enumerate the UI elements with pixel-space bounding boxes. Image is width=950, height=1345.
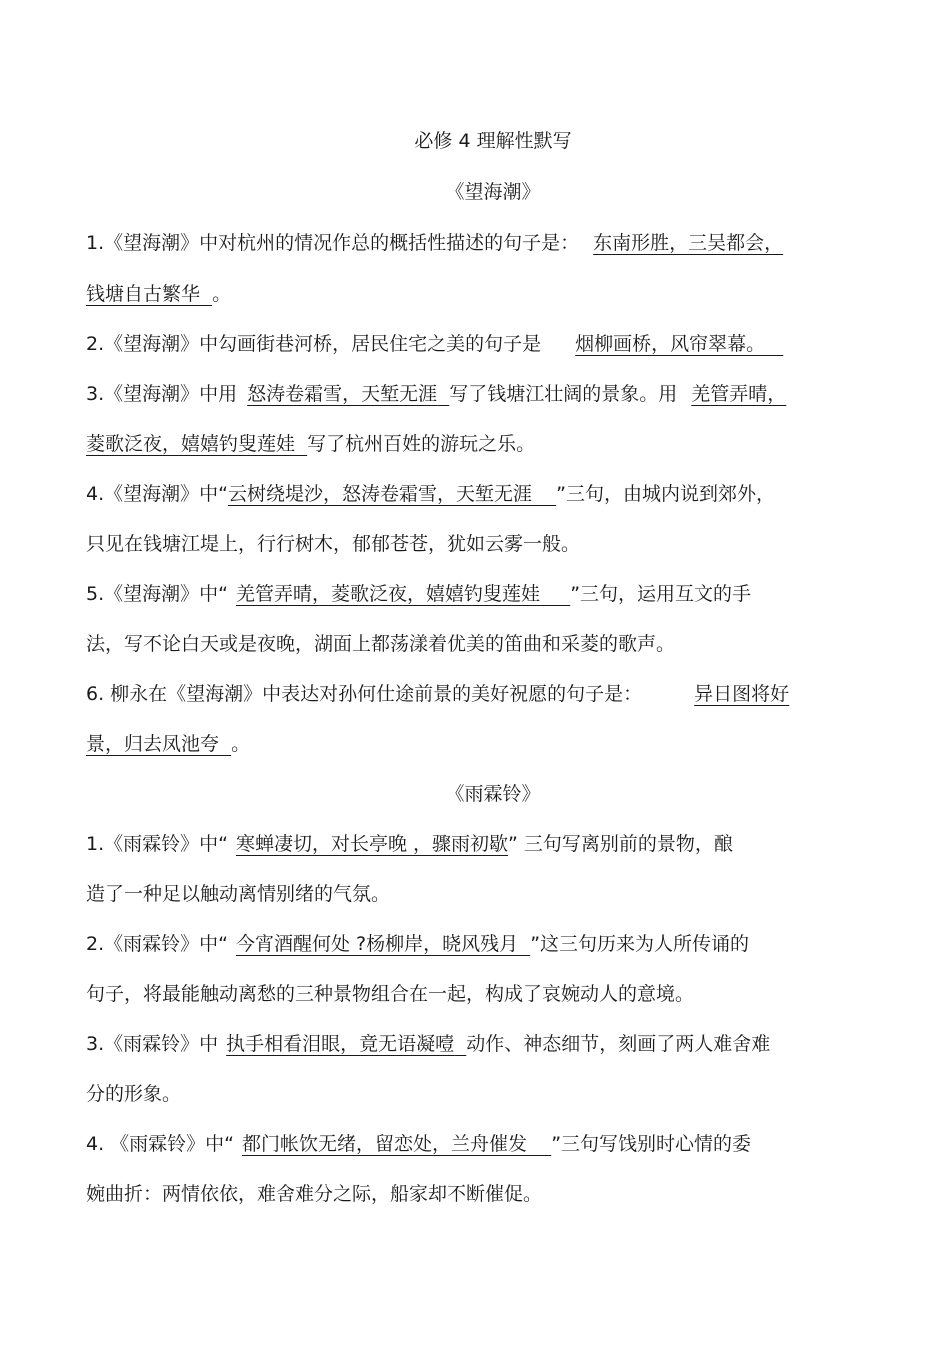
page-title: 必修 4 理解性默写 [414,130,572,152]
answer-blank: 寒蝉凄切，对长亭晚 ，骤雨初歇 [235,833,509,855]
section-heading-yulinling: 《雨霖铃》 [445,783,541,805]
answer-blank: 羌管弄晴， [691,383,787,405]
question-1-line-2: 钱塘自古繁华 。 [86,283,232,305]
question-3-line-2: 菱歌泛夜，嬉嬉钓叟莲娃 写了杭州百姓的游玩之乐。 [86,433,536,455]
question-3-line-1: 3.《望海潮》中用 怒涛卷霜雪，天堑无涯 写了钱塘江壮阔的景象。用 羌管弄晴， [86,383,787,405]
yulinling-question-4-line-2: 婉曲折：两情依依，难舍难分之际，船家却不断催促。 [86,1183,543,1205]
yulinling-question-4-line-1: 4. 《雨霖铃》中“ 都门帐饮无绪，留恋处，兰舟催发 ”三句写饯别时心情的委 [86,1133,752,1155]
answer-blank: 云树绕堤沙，怒涛卷霜雪，天堑无涯 [227,483,532,505]
answer-blank: 钱塘自古繁华 [86,283,201,305]
answer-blank: 异日图将好 [694,683,790,705]
answer-blank: 烟柳画桥，风帘翠幕。 [575,333,766,355]
answer-blank: 羌管弄晴，菱歌泛夜，嬉嬉钓叟莲娃 [235,583,540,605]
yulinling-question-2-line-2: 句子，将最能触动离愁的三种景物组合在一起，构成了哀婉动人的意境。 [86,983,695,1005]
yulinling-question-1-line-2: 造了一种足以触动离情别绪的气氛。 [86,883,391,905]
answer-blank: 执手相看泪眼，竟无语凝噎 [226,1033,455,1055]
question-6-line-2: 景，归去凤池夸 。 [86,733,251,755]
yulinling-question-2-line-1: 2.《雨霖铃》中“ 今宵酒醒何处 ?杨柳岸，晓风残月 ”这三句历来为人所传诵的 [86,933,750,955]
answer-blank: 景，归去凤池夸 [86,733,220,755]
question-4-line-2: 只见在钱塘江堤上，行行树木，郁郁苍苍，犹如云雾一般。 [86,533,581,555]
question-4-line-1: 4.《望海潮》中“云树绕堤沙，怒涛卷霜雪，天堑无涯 ”三句，由城内说到郊外， [86,483,776,505]
answer-blank: 怒涛卷霜雪，天堑无涯 [247,383,438,405]
question-5-line-2: 法，写不论白天或是夜晚，湖面上都荡漾着优美的笛曲和采菱的歌声。 [86,633,676,655]
answer-blank: 今宵酒醒何处 ?杨柳岸，晓风残月 [235,933,519,955]
question-1-line-1: 1.《望海潮》中对杭州的情况作总的概括性描述的句子是： 东南形胜，三吴都会， [86,232,784,254]
answer-blank: 都门帐饮无绪，留恋处，兰舟催发 [242,1133,528,1155]
yulinling-question-1-line-1: 1.《雨霖铃》中“ 寒蝉凄切，对长亭晚 ，骤雨初歇” 三句写离别前的景物，酿 [86,833,733,855]
question-5-line-1: 5.《望海潮》中“ 羌管弄晴，菱歌泛夜，嬉嬉钓叟莲娃 ”三句，运用互文的手 [86,583,752,605]
answer-blank: 东南形胜，三吴都会， [593,232,784,254]
question-6-line-1: 6. 柳永在《望海潮》中表达对孙何仕途前景的美好祝愿的句子是： 异日图将好 [86,683,790,705]
yulinling-question-3-line-2: 分的形象。 [86,1083,182,1105]
yulinling-question-3-line-1: 3.《雨霖铃》中 执手相看泪眼，竟无语凝噎 动作、神态细节，刻画了两人难舍难 [86,1033,771,1055]
answer-blank: 菱歌泛夜，嬉嬉钓叟莲娃 [86,433,296,455]
section-heading-wanghaichao: 《望海潮》 [445,181,541,203]
question-2-line-1: 2.《望海潮》中勾画街巷河桥，居民住宅之美的句子是 烟柳画桥，风帘翠幕。 [86,330,876,358]
